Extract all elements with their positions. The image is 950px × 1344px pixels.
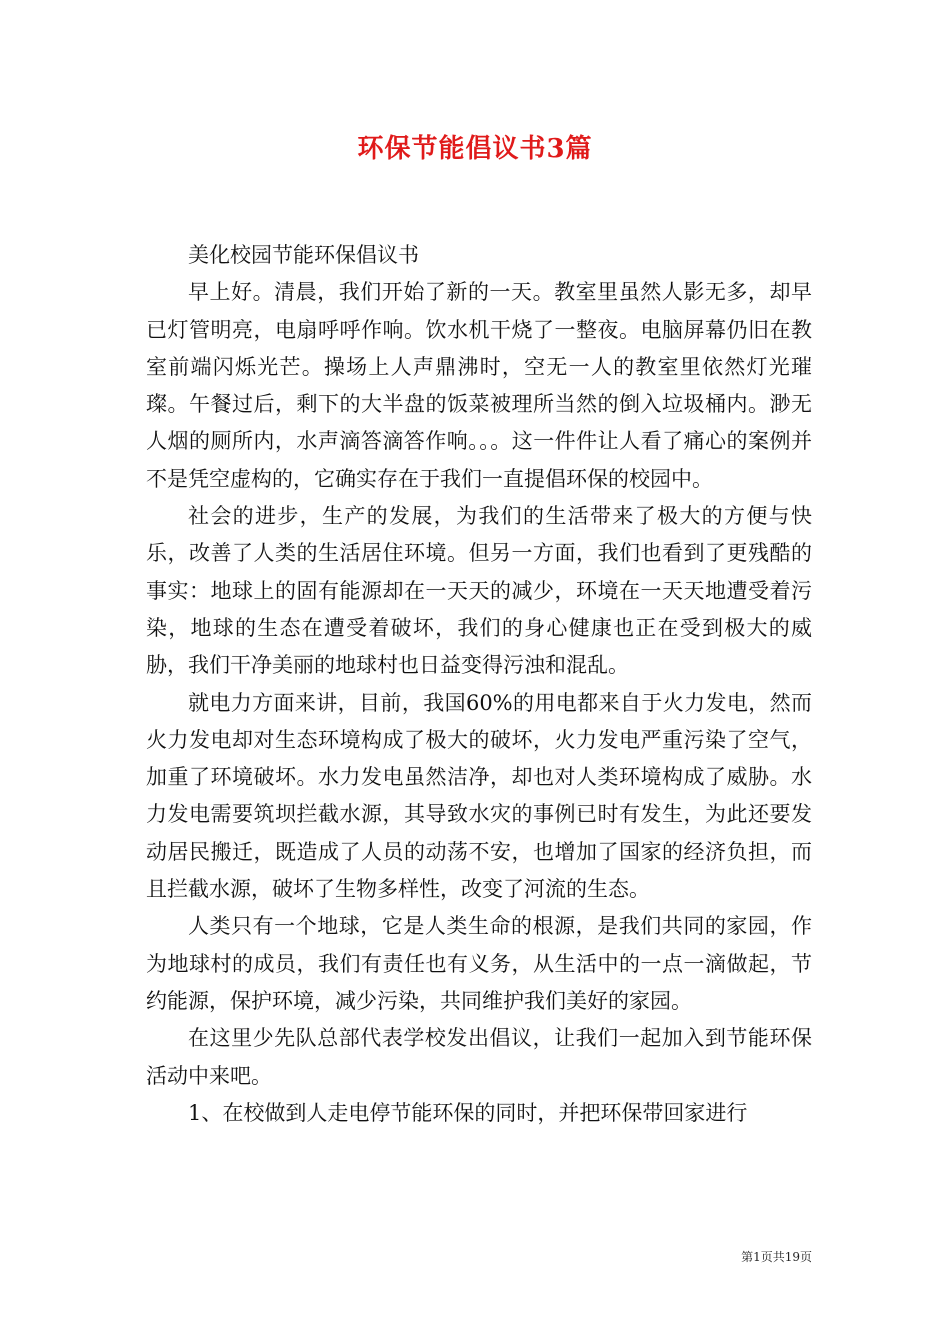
document-title: 环保节能倡议书3篇	[357, 134, 593, 164]
paragraph-1: 早上好。清晨，我们开始了新的一天。教室里虽然人影无多，却早已灯管明亮，电扇呼呼作响。饮水机干烧了一整夜。电脑屏幕仍旧在教室前端闪烁光芒。操场上人声鼎沸时，空无一人的教室里依然灯光璀璨。午餐过后，剩下的大半盘的饭菜被理所当然的倒入垃圾桶内。渺无人烟的厕所内，水声滴答滴答作响。。。这一件件让人看了痛心的案例并不是凭空虚构的，它确实存在于我们一直提倡环保的校园中。	[146, 280, 812, 491]
paragraph-6: 1、在校做到人走电停节能环保的同时，并把环保带回家进行	[188, 1100, 748, 1125]
page-number-footer: 第1页共19页	[741, 1250, 812, 1264]
paragraph-4: 人类只有一个地球，它是人类生命的根源，是我们共同的家园，作为地球村的成员，我们有责任也有义务，从生活中的一点一滴做起，节约能源，保护环境，减少污染，共同维护我们美好的家园。	[146, 914, 812, 1013]
paragraph-5: 在这里少先队总部代表学校发出倡议，让我们一起加入到节能环保活动中来吧。	[146, 1026, 812, 1088]
paragraph-3: 就电力方面来讲，目前，我国60%的用电都来自于火力发电，然而火力发电却对生态环境构成了极大的破坏，火力发电严重污染了空气，加重了环境破坏。水力发电虽然洁净，却也对人类环境构成了威胁。水力发电需要筑坝拦截水源，其导致水灾的事例已时有发生，为此还要发动居民搬迁，既造成了人员的动荡不安，也增加了国家的经济负担，而且拦截水源，破坏了生物多样性，改变了河流的生态。	[146, 690, 812, 902]
paragraph-2: 社会的进步，生产的发展，为我们的生活带来了极大的方便与快乐，改善了人类的生活居住环境。但另一方面，我们也看到了更残酷的事实：地球上的固有能源却在一天天的减少，环境在一天天地遭受着污染，地球的生态在遭受着破坏，我们的身心健康也正在受到极大的威胁，我们干净美丽的地球村也日益变得污浊和混乱。	[146, 504, 812, 678]
document-body	[146, 237, 812, 1132]
document-subtitle: 美化校园节能环保倡议书	[188, 243, 419, 267]
